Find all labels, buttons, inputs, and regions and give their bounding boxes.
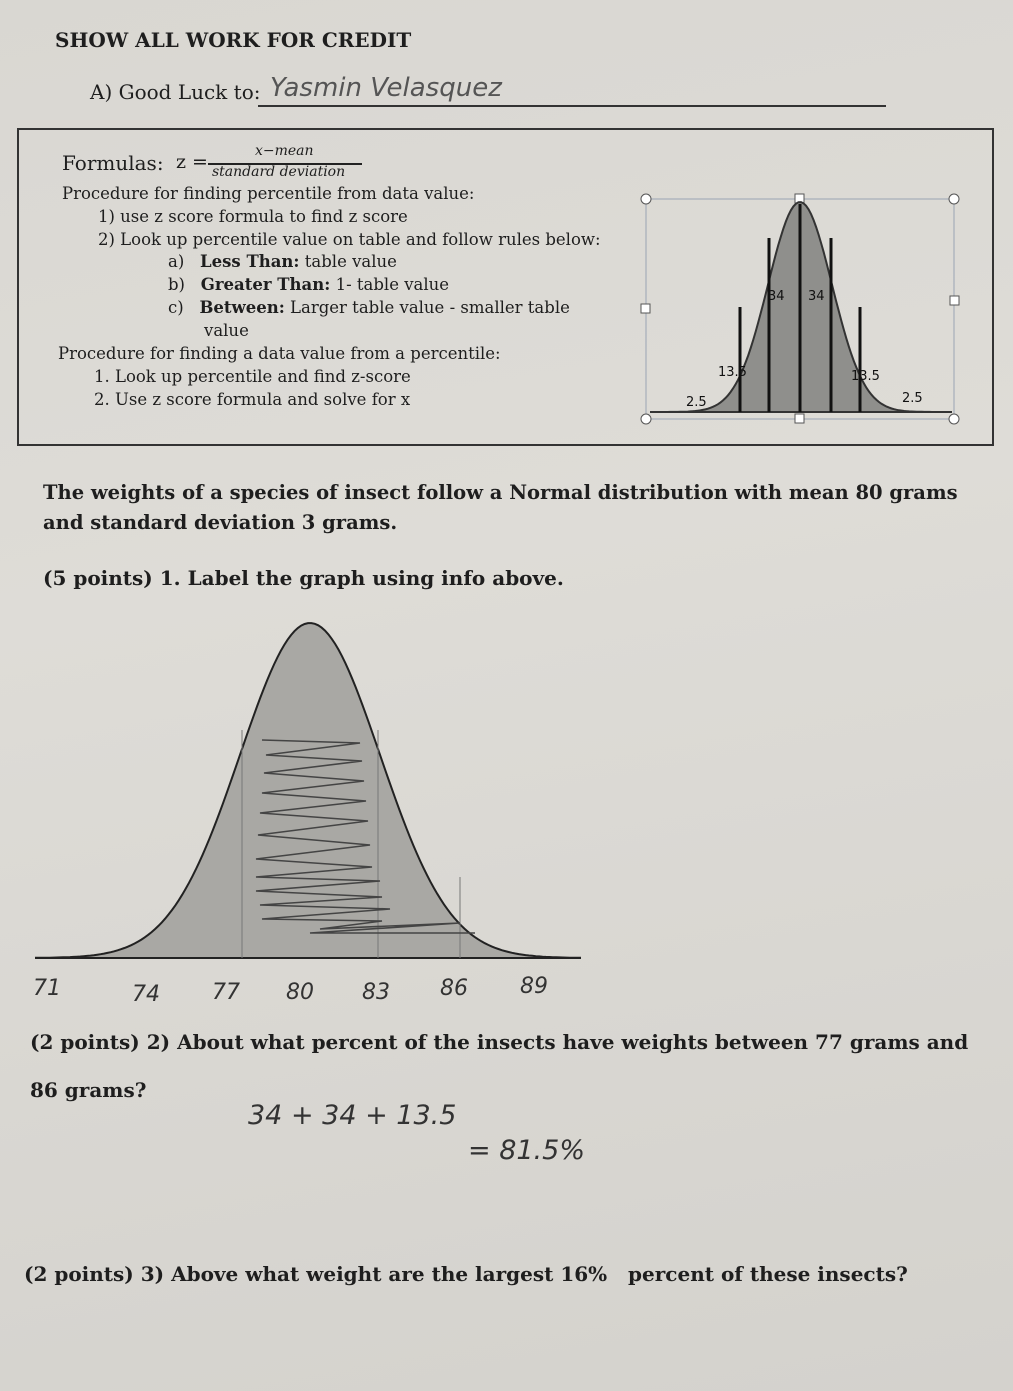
problem-intro-line2: and standard deviation 3 grams. bbox=[43, 511, 398, 534]
formula-denominator: standard deviation bbox=[212, 164, 346, 180]
frame-handle-icon bbox=[950, 296, 959, 305]
normal-curve-graph bbox=[30, 615, 590, 1010]
proc1-step2: 2) Look up percentile value on table and follow rules below: bbox=[98, 230, 601, 249]
question-2-line2: 86 grams? bbox=[30, 1078, 147, 1102]
rule-a bbox=[168, 252, 397, 271]
frame-handle-icon bbox=[641, 414, 651, 424]
ref-label: 34 bbox=[808, 289, 825, 304]
question-3-suffix: percent of these insects? bbox=[628, 1262, 908, 1286]
rule-c bbox=[168, 298, 570, 317]
rule-c-text: Larger table value - smaller table bbox=[284, 298, 570, 317]
rule-a-text: table value bbox=[299, 252, 397, 271]
empirical-rule-graph bbox=[630, 190, 970, 435]
question-3-prefix: (2 points) 3) Above what weight are the largest 16% bbox=[24, 1262, 608, 1286]
worksheet-title: SHOW ALL WORK FOR CREDIT bbox=[55, 28, 412, 52]
axis-label: 74 bbox=[132, 982, 160, 1007]
axis-label: 89 bbox=[520, 974, 548, 999]
z-prefix: z = bbox=[176, 151, 208, 173]
frame-handle-icon bbox=[795, 414, 804, 423]
rule-c-bold: Between: bbox=[199, 298, 285, 317]
main-bell-curve bbox=[36, 623, 580, 958]
rule-b-bold: Greater Than: bbox=[200, 275, 331, 294]
axis-label: 77 bbox=[212, 980, 240, 1005]
proc2-title: Procedure for finding a data value from a percentile: bbox=[58, 344, 501, 363]
name-underline bbox=[258, 105, 886, 107]
proc2-step2: 2. Use z score formula and solve for x bbox=[94, 390, 411, 409]
frame-handle-icon bbox=[641, 194, 651, 204]
rule-b bbox=[168, 275, 449, 294]
rule-b-text: 1- table value bbox=[330, 275, 450, 294]
ref-label: 13.5 bbox=[851, 369, 880, 384]
formulas-label: Formulas: bbox=[62, 151, 164, 175]
problem-intro-line1: The weights of a species of insect follow a Normal distribution with mean 80 grams bbox=[43, 481, 958, 504]
rule-a-bold: Less Than: bbox=[200, 252, 300, 271]
axis-label: 83 bbox=[362, 980, 390, 1005]
axis-label: 86 bbox=[440, 976, 468, 1001]
rule-c-cont: value bbox=[204, 321, 249, 340]
ref-label: 2.5 bbox=[902, 391, 923, 406]
question-1: (5 points) 1. Label the graph using info above. bbox=[43, 566, 564, 590]
frame-handle-icon bbox=[949, 414, 959, 424]
axis-label: 71 bbox=[33, 976, 61, 1001]
ref-label: 34 bbox=[768, 289, 785, 304]
proc1-step1: 1) use z score formula to find z score bbox=[98, 207, 408, 226]
q2-handwritten-work: 34 + 34 + 13.5 bbox=[248, 1100, 457, 1131]
ref-label: 13.5 bbox=[718, 365, 747, 380]
rule-b-prefix: b) bbox=[168, 275, 185, 294]
student-name: Yasmin Velasquez bbox=[270, 73, 502, 103]
ref-label: 2.5 bbox=[686, 395, 707, 410]
axis-label: 80 bbox=[286, 980, 314, 1005]
good-luck-label: A) Good Luck to: bbox=[90, 80, 261, 104]
question-2-line1: (2 points) 2) About what percent of the insects have weights between 77 grams and bbox=[30, 1030, 969, 1054]
rule-a-prefix: a) bbox=[168, 252, 185, 271]
proc1-title: Procedure for finding percentile from data value: bbox=[62, 184, 475, 203]
frame-handle-icon bbox=[641, 304, 650, 313]
formula-numerator: x−mean bbox=[255, 143, 314, 159]
question-3 bbox=[24, 1262, 908, 1286]
rule-c-prefix: c) bbox=[168, 298, 184, 317]
frame-handle-icon bbox=[949, 194, 959, 204]
q2-handwritten-answer: = 81.5% bbox=[468, 1135, 585, 1166]
proc2-step1: 1. Look up percentile and find z-score bbox=[94, 367, 411, 386]
